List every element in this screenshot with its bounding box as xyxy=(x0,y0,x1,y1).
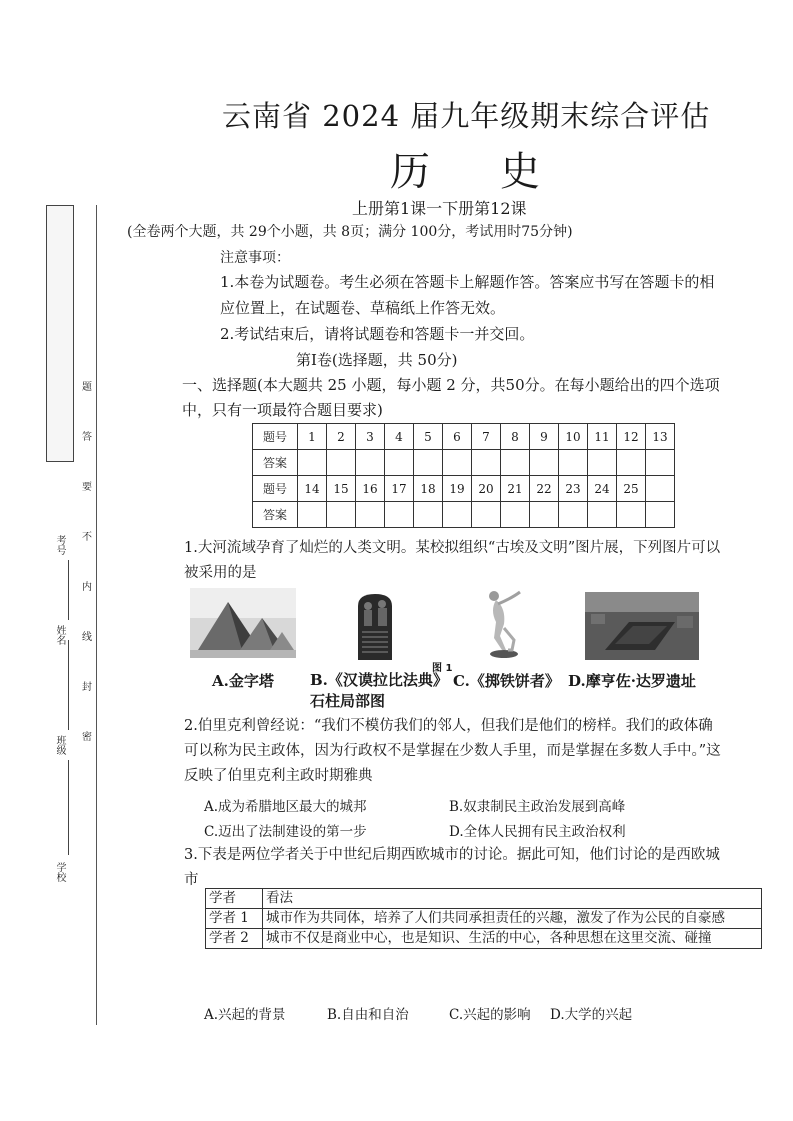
answer-grid-number-row-2 xyxy=(253,476,675,502)
qnum xyxy=(646,476,675,502)
seal-char-bu: 不 xyxy=(82,532,92,543)
answer-cell[interactable] xyxy=(617,502,646,528)
binding-notice-box xyxy=(46,205,74,462)
qnum: 18 xyxy=(414,476,443,502)
section-instructions: 一、选择题(本大题共 25 小题，每小题 2 分，共50分。在每小题给出的四个选项中，只有一项最符合题目要求) xyxy=(182,376,720,419)
q1-option-a[interactable]: A.金字塔 xyxy=(212,672,274,690)
question-2-stem: 2.伯里克利曾经说：“我们不模仿我们的邻人，但我们是他们的榜样。我们的政体确可以称为民主政体，因为行政权不是掌握在少数人手里，而是掌握在多数人手中。”这反映了伯里克利主政时期雅典 xyxy=(184,718,721,784)
notes-heading: 注意事项： xyxy=(220,250,290,266)
qnum: 22 xyxy=(530,476,559,502)
scholar-name: 学者 2 xyxy=(206,929,263,949)
qnum: 1 xyxy=(298,424,327,450)
answer-cell[interactable] xyxy=(443,502,472,528)
answer-grid-number-row-1 xyxy=(253,424,675,450)
answer-cell[interactable] xyxy=(472,450,501,476)
exam-title: 云南省 2024 届九年级期末综合评估 xyxy=(222,99,711,133)
q1-option-b[interactable]: B.《汉谟拉比法典》石柱局部图 xyxy=(310,671,448,710)
exam-info: (全卷两个大题，共 29个小题，共 8页；满分 100分，考试用时75分钟) xyxy=(127,224,573,240)
answer-cell[interactable] xyxy=(327,450,356,476)
q3-option-a[interactable]: A.兴起的背景 xyxy=(204,1007,286,1023)
qnum: 8 xyxy=(501,424,530,450)
seal-char-mi: 密 xyxy=(82,732,92,743)
question-number-label: 题号 xyxy=(253,476,298,502)
answer-cell[interactable] xyxy=(298,502,327,528)
discobolus-image xyxy=(482,588,526,658)
note-item-2: 2.考试结束后，请将试题卷和答题卡一并交回。 xyxy=(220,325,535,343)
qnum: 17 xyxy=(385,476,414,502)
answer-label: 答案 xyxy=(253,450,298,476)
qnum: 16 xyxy=(356,476,385,502)
qnum: 24 xyxy=(588,476,617,502)
answer-cell[interactable] xyxy=(385,450,414,476)
seal-char-yao: 要 xyxy=(82,482,92,493)
scholars-table-header xyxy=(206,889,762,909)
answer-cell[interactable] xyxy=(559,502,588,528)
qnum: 10 xyxy=(559,424,588,450)
answer-grid xyxy=(252,423,675,528)
school-label: 学校 xyxy=(54,862,65,882)
answer-cell[interactable] xyxy=(298,450,327,476)
seal-char-xian: 线 xyxy=(82,632,92,643)
answer-label: 答案 xyxy=(253,502,298,528)
qnum: 21 xyxy=(501,476,530,502)
q2-option-c[interactable]: C.迈出了法制建设的第一步 xyxy=(204,824,367,840)
qnum: 12 xyxy=(617,424,646,450)
column-header-view: 看法 xyxy=(263,889,762,909)
answer-cell[interactable] xyxy=(646,502,675,528)
qnum: 9 xyxy=(530,424,559,450)
qnum: 15 xyxy=(327,476,356,502)
class-fill-line xyxy=(68,640,69,730)
answer-cell[interactable] xyxy=(414,450,443,476)
answer-cell[interactable] xyxy=(559,450,588,476)
seal-char-ti: 题 xyxy=(82,382,92,393)
qnum: 5 xyxy=(414,424,443,450)
answer-cell[interactable] xyxy=(588,450,617,476)
question-1-stem: 1.大河流域孕育了灿烂的人类文明。某校拟组织“古埃及文明”图片展，下列图片可以被采用的是 xyxy=(184,540,721,581)
answer-cell[interactable] xyxy=(530,450,559,476)
hammurabi-stele-image xyxy=(350,592,400,660)
qnum: 11 xyxy=(588,424,617,450)
scholar-name: 学者 1 xyxy=(206,909,263,929)
qnum: 13 xyxy=(646,424,675,450)
subject-title: 历史 xyxy=(390,149,610,195)
answer-cell[interactable] xyxy=(501,450,530,476)
school-fill-line xyxy=(68,760,69,855)
answer-cell[interactable] xyxy=(327,502,356,528)
answer-cell[interactable] xyxy=(443,450,472,476)
qnum: 23 xyxy=(559,476,588,502)
column-header-scholar: 学者 xyxy=(206,889,263,909)
qnum: 20 xyxy=(472,476,501,502)
seal-char-nei: 内 xyxy=(82,582,92,593)
class-label: 班级 xyxy=(54,735,65,755)
answer-cell[interactable] xyxy=(530,502,559,528)
seal-char-feng: 封 xyxy=(82,682,92,693)
pyramid-image xyxy=(190,588,296,658)
answer-cell[interactable] xyxy=(501,502,530,528)
qnum: 3 xyxy=(356,424,385,450)
answer-cell[interactable] xyxy=(356,450,385,476)
qnum: 19 xyxy=(443,476,472,502)
q2-option-d[interactable]: D.全体人民拥有民主政治权利 xyxy=(449,824,626,840)
scholars-table xyxy=(205,888,762,949)
q1-option-c[interactable]: C.《掷铁饼者》 xyxy=(453,672,560,690)
answer-cell[interactable] xyxy=(414,502,443,528)
exam-number-label: 考号 xyxy=(54,535,65,555)
q1-option-d[interactable]: D.摩亨佐·达罗遗址 xyxy=(568,672,696,690)
table-row xyxy=(206,909,762,929)
part1-title: 第Ⅰ卷(选择题，共 50分) xyxy=(296,351,458,369)
answer-grid-answer-row-2 xyxy=(253,502,675,528)
q3-option-c[interactable]: C.兴起的影响 xyxy=(449,1007,531,1023)
exam-scope: 上册第1课一下册第12课 xyxy=(352,199,527,218)
question-number-label: 题号 xyxy=(253,424,298,450)
qnum: 4 xyxy=(385,424,414,450)
answer-cell[interactable] xyxy=(646,450,675,476)
qnum: 2 xyxy=(327,424,356,450)
q2-option-a[interactable]: A.成为希腊地区最大的城邦 xyxy=(204,799,367,815)
answer-cell[interactable] xyxy=(385,502,414,528)
note-item-1: 1.本卷为试题卷。考生必须在答题卡上解题作答。答案应书写在答题卡的相应位置上，在试题卷、草稿纸上作答无效。 xyxy=(220,273,715,317)
answer-grid-answer-row-1 xyxy=(253,450,675,476)
q3-option-d[interactable]: D.大学的兴起 xyxy=(550,1007,633,1023)
scholar-view: 城市不仅是商业中心，也是知识、生活的中心，各种思想在这里交流、碰撞 xyxy=(263,929,762,949)
qnum: 7 xyxy=(472,424,501,450)
answer-cell[interactable] xyxy=(472,502,501,528)
q3-option-b[interactable]: B.自由和自治 xyxy=(327,1007,409,1023)
table-row xyxy=(206,929,762,949)
qnum: 25 xyxy=(617,476,646,502)
answer-cell[interactable] xyxy=(617,450,646,476)
scholar-view: 城市作为共同体，培养了人们共同承担责任的兴趣，激发了作为公民的自豪感 xyxy=(263,909,762,929)
binding-line xyxy=(96,205,97,1025)
answer-cell[interactable] xyxy=(588,502,617,528)
figure-1-label: 图 1 xyxy=(432,663,453,674)
name-label: 姓名 xyxy=(54,625,65,645)
seal-char-da: 答 xyxy=(82,432,92,443)
qnum: 6 xyxy=(443,424,472,450)
name-fill-line xyxy=(68,560,69,620)
answer-cell[interactable] xyxy=(356,502,385,528)
mohenjo-daro-image xyxy=(585,592,699,660)
question-3-stem: 3.下表是两位学者关于中世纪后期西欧城市的讨论。据此可知，他们讨论的是西欧城市 xyxy=(184,847,720,888)
q2-option-b[interactable]: B.奴隶制民主政治发展到高峰 xyxy=(449,799,626,815)
qnum: 14 xyxy=(298,476,327,502)
